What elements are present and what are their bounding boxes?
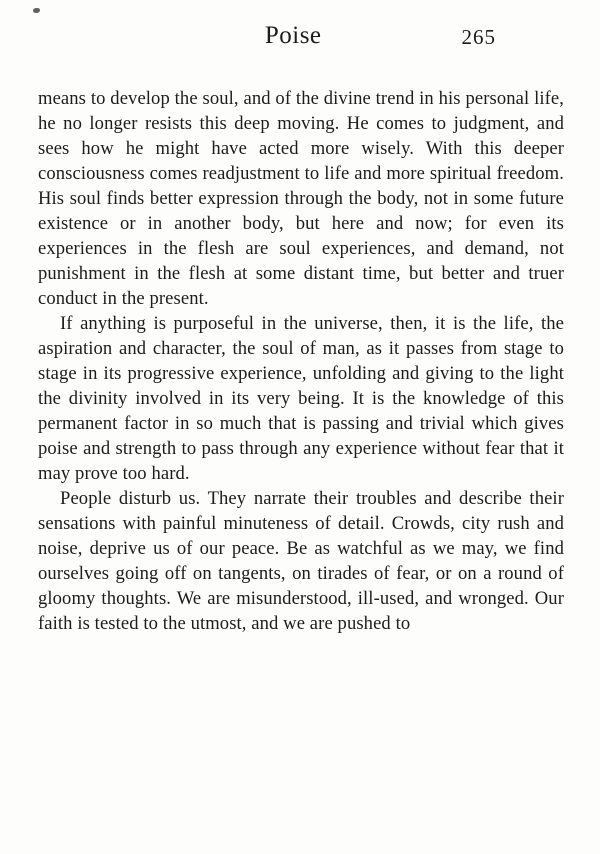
page-header (38, 22, 562, 56)
paragraph-3: People disturb us. They narrate their troubles and describe their sensations with painful minuteness of detail. Crowds, city rush and noise, deprive us of our peace. Be as watchful as we may, we find ourselves going off on tangents, on tirades of fear, or on a round of gloomy thoughts. We are misunderstood, ill-used, and wronged. Our faith is tested to the utmost, and we are pushed to (38, 488, 564, 634)
paragraph-1: means to develop the soul, and of the divine trend in his personal life, he no longer resists this deep moving. He comes to judgment, and sees how he might have acted more wisely. With this deeper consciousness comes readjustment to life and more spiritual freedom. His soul finds better expression through the body, not in some future existence or in another body, but here and now; for even its experiences in the flesh are soul experiences, and demand, not punishment in the flesh at some distant time, but better and truer conduct in the present. (38, 88, 564, 309)
page-number: 265 (461, 25, 496, 49)
scan-artifact (33, 8, 40, 13)
paragraph-2: If anything is purposeful in the universe, then, it is the life, the aspiration and character, the soul of man, as it passes from stage to stage in its progressive experience, unfolding and giving to the light the divinity involved in its very being. It is the knowledge of this permanent factor in so much that is passing and trivial which gives poise and strength to pass through any experience without fear that it may prove too hard. (38, 313, 564, 484)
running-head-title: Poise (264, 22, 322, 49)
page-body (38, 86, 564, 636)
